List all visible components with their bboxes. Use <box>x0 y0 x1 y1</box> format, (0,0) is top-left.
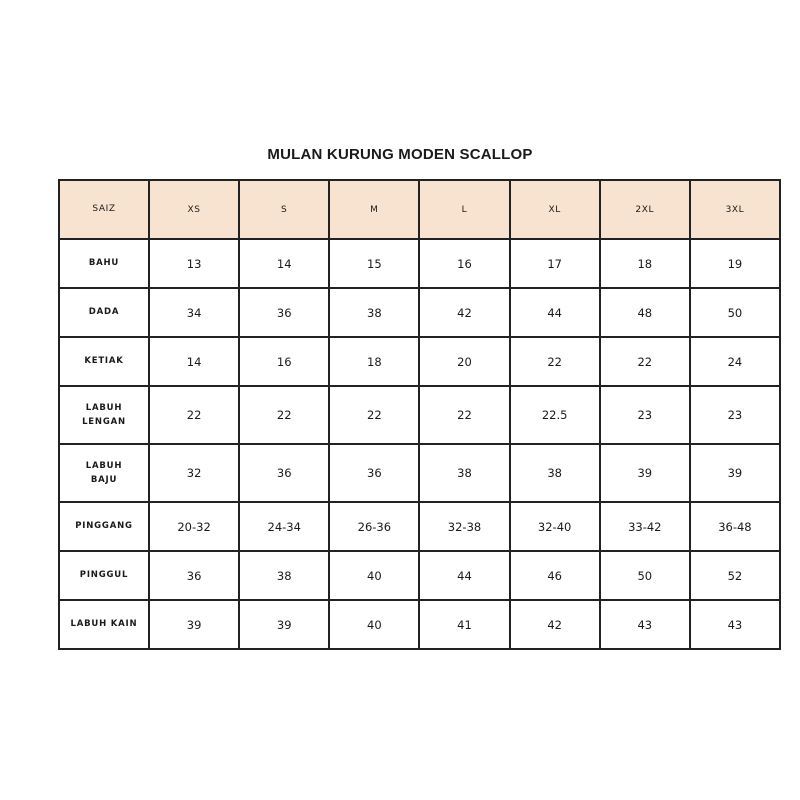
row-label-line: PINGGUL <box>79 570 129 581</box>
row-label-line: BAHU <box>88 258 120 269</box>
row-label-line: KETIAK <box>84 356 124 367</box>
row-label <box>59 337 149 386</box>
row-label-line: DADA <box>88 307 120 318</box>
table-cell: 33-42 <box>600 502 690 551</box>
size-header-xs: XS <box>149 180 239 239</box>
row-label-line: LABUH <box>85 460 123 471</box>
table-cell: 36 <box>329 444 419 502</box>
size-header-xl: XL <box>510 180 600 239</box>
table-cell: 50 <box>600 551 690 600</box>
header-label-saiz: SAIZ <box>59 180 149 239</box>
table-cell: 22 <box>329 386 419 444</box>
table-cell: 24-34 <box>239 502 329 551</box>
row-label <box>59 239 149 288</box>
table-cell: 18 <box>600 239 690 288</box>
table-cell: 38 <box>329 288 419 337</box>
row-label <box>59 444 149 502</box>
table-cell: 34 <box>149 288 239 337</box>
table-cell: 13 <box>149 239 239 288</box>
table-row <box>59 337 780 386</box>
table-cell: 19 <box>690 239 780 288</box>
table-cell: 22 <box>239 386 329 444</box>
table-cell: 23 <box>600 386 690 444</box>
table-cell: 38 <box>510 444 600 502</box>
size-header-2xl: 2XL <box>600 180 690 239</box>
table-cell: 38 <box>419 444 509 502</box>
table-cell: 32-38 <box>419 502 509 551</box>
table-row <box>59 502 780 551</box>
table-cell: 42 <box>419 288 509 337</box>
table-cell: 42 <box>510 600 600 649</box>
table-cell: 22 <box>600 337 690 386</box>
table-cell: 39 <box>239 600 329 649</box>
table-cell: 44 <box>419 551 509 600</box>
size-header-3xl: 3XL <box>690 180 780 239</box>
table-cell: 48 <box>600 288 690 337</box>
size-header-l: L <box>419 180 509 239</box>
table-cell: 22.5 <box>510 386 600 444</box>
table-cell: 18 <box>329 337 419 386</box>
table-cell: 32 <box>149 444 239 502</box>
table-cell: 38 <box>239 551 329 600</box>
table-cell: 40 <box>329 600 419 649</box>
row-label-line: LABUH KAIN <box>70 619 138 630</box>
table-cell: 23 <box>690 386 780 444</box>
table-cell: 50 <box>690 288 780 337</box>
table-cell: 20 <box>419 337 509 386</box>
table-cell: 39 <box>149 600 239 649</box>
row-label <box>59 386 149 444</box>
size-chart-table <box>58 179 781 650</box>
table-cell: 43 <box>600 600 690 649</box>
row-label-line: BAJU <box>90 475 118 485</box>
table-row <box>59 444 780 502</box>
table-cell: 22 <box>149 386 239 444</box>
table-cell: 44 <box>510 288 600 337</box>
table-row <box>59 239 780 288</box>
table-cell: 52 <box>690 551 780 600</box>
table-header-row <box>59 180 780 239</box>
table-row <box>59 551 780 600</box>
table-cell: 36 <box>239 444 329 502</box>
table-cell: 39 <box>600 444 690 502</box>
table-row <box>59 386 780 444</box>
table-cell: 46 <box>510 551 600 600</box>
table-cell: 16 <box>419 239 509 288</box>
row-label <box>59 502 149 551</box>
table-cell: 41 <box>419 600 509 649</box>
table-cell: 17 <box>510 239 600 288</box>
row-label-line: LABUH <box>85 402 123 413</box>
row-label <box>59 600 149 649</box>
table-cell: 32-40 <box>510 502 600 551</box>
table-cell: 39 <box>690 444 780 502</box>
size-header-s: S <box>239 180 329 239</box>
table-cell: 36-48 <box>690 502 780 551</box>
page-title: MULAN KURUNG MODEN SCALLOP <box>267 146 533 163</box>
table-cell: 20-32 <box>149 502 239 551</box>
table-cell: 15 <box>329 239 419 288</box>
row-label <box>59 288 149 337</box>
size-header-m: M <box>329 180 419 239</box>
table-cell: 43 <box>690 600 780 649</box>
table-cell: 22 <box>419 386 509 444</box>
row-label-line: LENGAN <box>82 417 126 427</box>
table-row <box>59 600 780 649</box>
table-cell: 36 <box>149 551 239 600</box>
row-label <box>59 551 149 600</box>
table-cell: 40 <box>329 551 419 600</box>
table-cell: 16 <box>239 337 329 386</box>
table-cell: 36 <box>239 288 329 337</box>
table-cell: 22 <box>510 337 600 386</box>
table-cell: 14 <box>239 239 329 288</box>
row-label-line: PINGGANG <box>75 521 133 532</box>
table-cell: 24 <box>690 337 780 386</box>
table-cell: 14 <box>149 337 239 386</box>
table-row <box>59 288 780 337</box>
table-cell: 26-36 <box>329 502 419 551</box>
